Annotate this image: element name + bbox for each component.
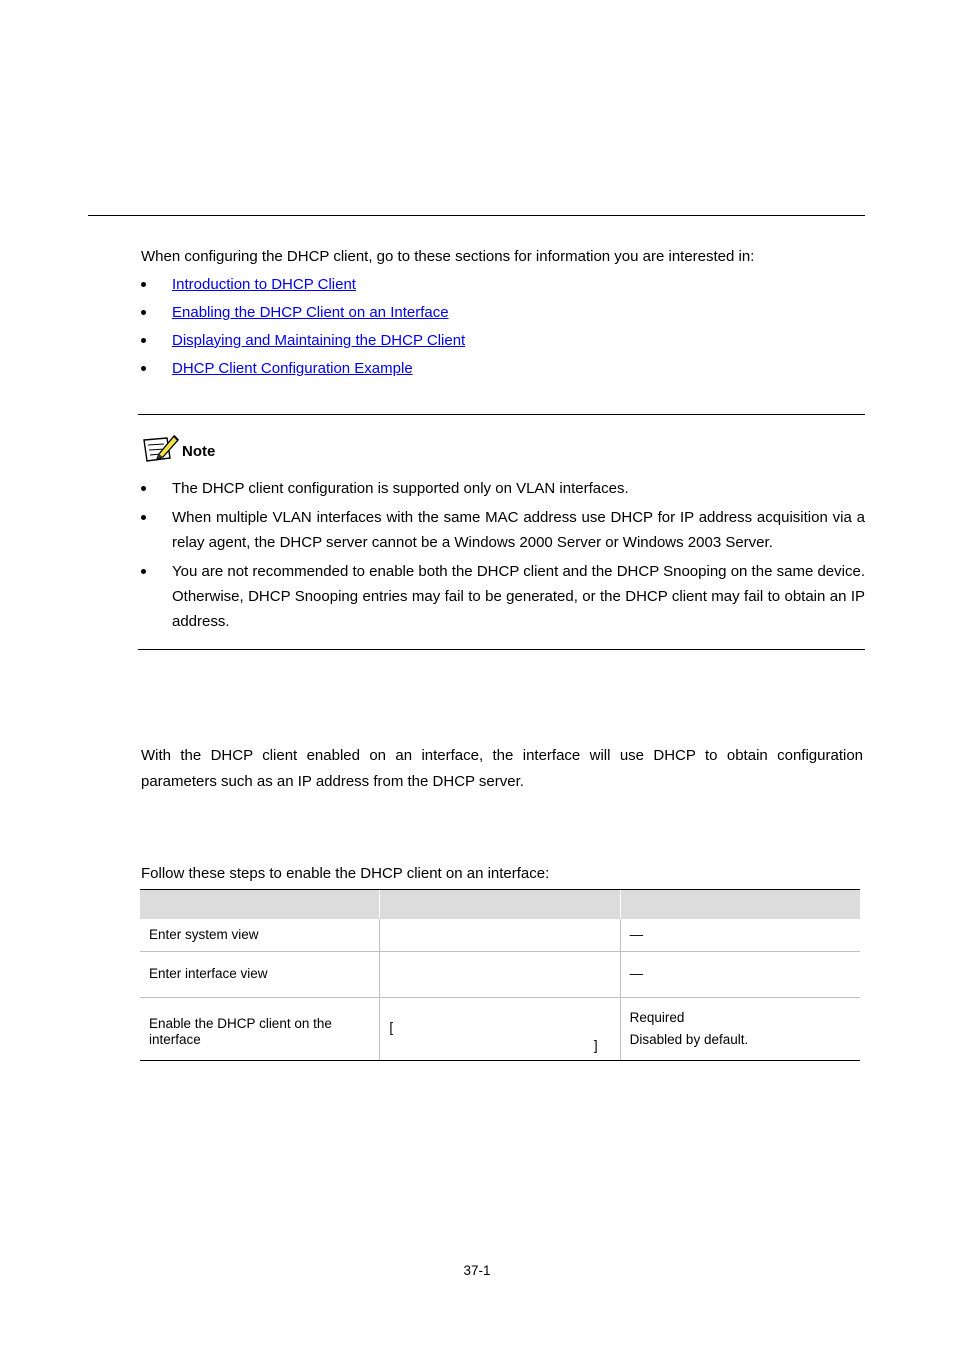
command-cell: [380, 951, 620, 997]
bullet: [141, 569, 146, 574]
toc-list: [141, 272, 865, 384]
note-list: [141, 476, 865, 638]
note-item-text: When multiple VLAN interfaces with the same MAC address use DHCP for IP address acquisition via a relay agent, the DHCP server cannot be a Windows 2000 Server or Windows 2003 Server.: [172, 509, 865, 551]
note-item: [141, 559, 865, 634]
bullet: [141, 282, 146, 287]
note-label: Note: [182, 443, 216, 460]
note-top-rule: [138, 414, 865, 415]
toc-item: [141, 356, 865, 381]
bullet: [141, 486, 146, 491]
remark-cell: [620, 997, 860, 1060]
toc-link-example[interactable]: DHCP Client Configuration Example: [172, 360, 413, 377]
table-row: [140, 919, 860, 951]
table-row: [140, 951, 860, 997]
top-rule: [88, 215, 865, 216]
table-row: [140, 997, 860, 1060]
remark-cell: —: [620, 951, 860, 997]
bullet: [141, 338, 146, 343]
remark-cell: —: [620, 919, 860, 951]
toc-link-enabling[interactable]: Enabling the DHCP Client on an Interface: [172, 304, 449, 321]
header-cell: [620, 890, 860, 920]
remark-required: Required: [629, 1009, 685, 1025]
bullet: [141, 515, 146, 520]
step-cell: Enter interface view: [140, 951, 380, 997]
page-number: 37-1: [463, 1263, 491, 1278]
command-cell: [380, 919, 620, 951]
note-item-text: You are not recommended to enable both the DHCP client and the DHCP Snooping on the same device. Otherwise, DHCP Snooping entries may fail to be generated, or the DHCP client may fail to obtain an IP address.: [172, 563, 865, 630]
toc-item: [141, 272, 865, 297]
remark-default: Disabled by default.: [629, 1031, 749, 1047]
step-cell: Enable the DHCP client on the interface: [140, 997, 380, 1060]
steps-intro: Follow these steps to enable the DHCP client on an interface:: [141, 865, 550, 882]
intro-text: When configuring the DHCP client, go to these sections for information you are interested in:: [141, 248, 755, 265]
header-cell: [140, 890, 380, 920]
bullet: [141, 366, 146, 371]
toc-link-displaying[interactable]: Displaying and Maintaining the DHCP Client: [172, 332, 466, 349]
step-cell: Enter system view: [140, 919, 380, 951]
optional-close-bracket: ]: [593, 1037, 598, 1053]
toc-link-introduction[interactable]: Introduction to DHCP Client: [172, 276, 356, 293]
note-bottom-rule: [138, 649, 865, 650]
toc-item: [141, 328, 865, 353]
note-pencil-icon: [141, 432, 181, 464]
note-item: [141, 505, 865, 555]
intro-paragraph: With the DHCP client enabled on an interface, the interface will use DHCP to obtain configuration parameters such as an IP address from the DHCP server.: [141, 747, 863, 790]
optional-open-bracket: [: [389, 1019, 394, 1035]
command-cell: [380, 997, 620, 1060]
table-header-row: [140, 890, 860, 920]
bullet: [141, 310, 146, 315]
toc-item: [141, 300, 865, 325]
note-item: [141, 476, 865, 501]
note-item-text: The DHCP client configuration is supported only on VLAN interfaces.: [172, 480, 629, 497]
header-cell: [380, 890, 620, 920]
steps-table: [140, 889, 860, 1061]
